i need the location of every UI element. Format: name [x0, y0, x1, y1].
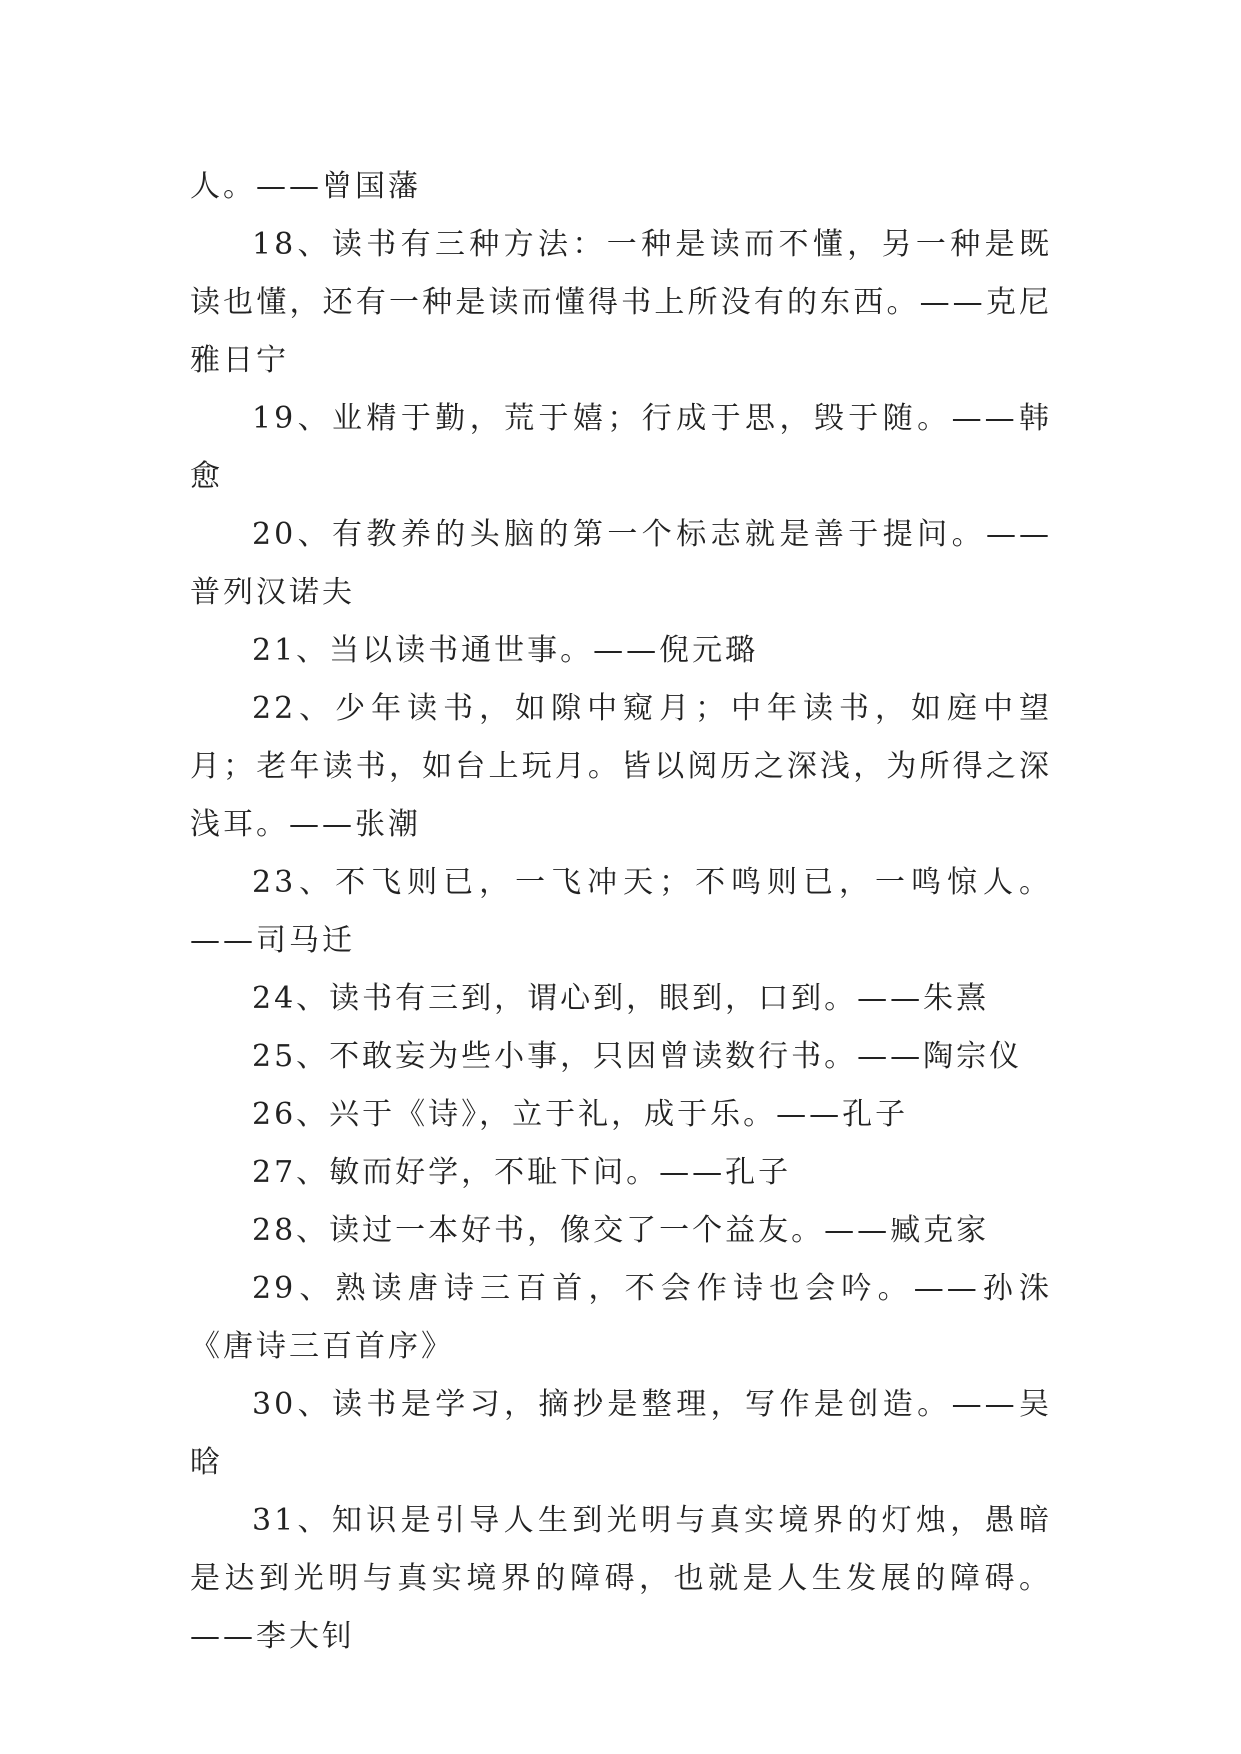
quote-31: 31、知识是引导人生到光明与真实境界的灯烛，愚暗是达到光明与真实境界的障碍，也就是人生发展的障碍。——李大钊 [190, 1503, 1052, 1654]
quote-20: 20、有教养的头脑的第一个标志就是善于提问。——普列汉诺夫 [190, 517, 1052, 610]
quote-23: 23、不飞则已，一飞冲天；不鸣则已，一鸣惊人。——司马迁 [190, 865, 1052, 958]
quote-24: 24、读书有三到，谓心到，眼到，口到。——朱熹 [252, 981, 990, 1016]
quote-continuation: 人。——曾国藩 [190, 169, 421, 204]
quote-19: 19、业精于勤，荒于嬉；行成于思，毁于随。——韩愈 [190, 401, 1052, 494]
quote-29: 29、熟读唐诗三百首，不会作诗也会吟。——孙洙《唐诗三百首序》 [190, 1271, 1052, 1364]
quote-30: 30、读书是学习，摘抄是整理，写作是创造。——吴晗 [190, 1387, 1052, 1480]
quote-27: 27、敏而好学，不耻下问。——孔子 [252, 1155, 792, 1190]
quote-list [190, 158, 1052, 1666]
quote-18: 18、读书有三种方法：一种是读而不懂，另一种是既读也懂，还有一种是读而懂得书上所没有的东西。——克尼雅日宁 [190, 227, 1052, 378]
quote-22: 22、少年读书，如隙中窥月；中年读书，如庭中望月；老年读书，如台上玩月。皆以阅历之深浅，为所得之深浅耳。——张潮 [190, 691, 1052, 842]
quote-28: 28、读过一本好书，像交了一个益友。——臧克家 [252, 1213, 990, 1248]
quote-26: 26、兴于《诗》，立于礼，成于乐。——孔子 [252, 1097, 909, 1132]
quote-21: 21、当以读书通世事。——倪元璐 [252, 633, 759, 668]
quote-25: 25、不敢妄为些小事，只因曾读数行书。——陶宗仪 [252, 1039, 1023, 1074]
